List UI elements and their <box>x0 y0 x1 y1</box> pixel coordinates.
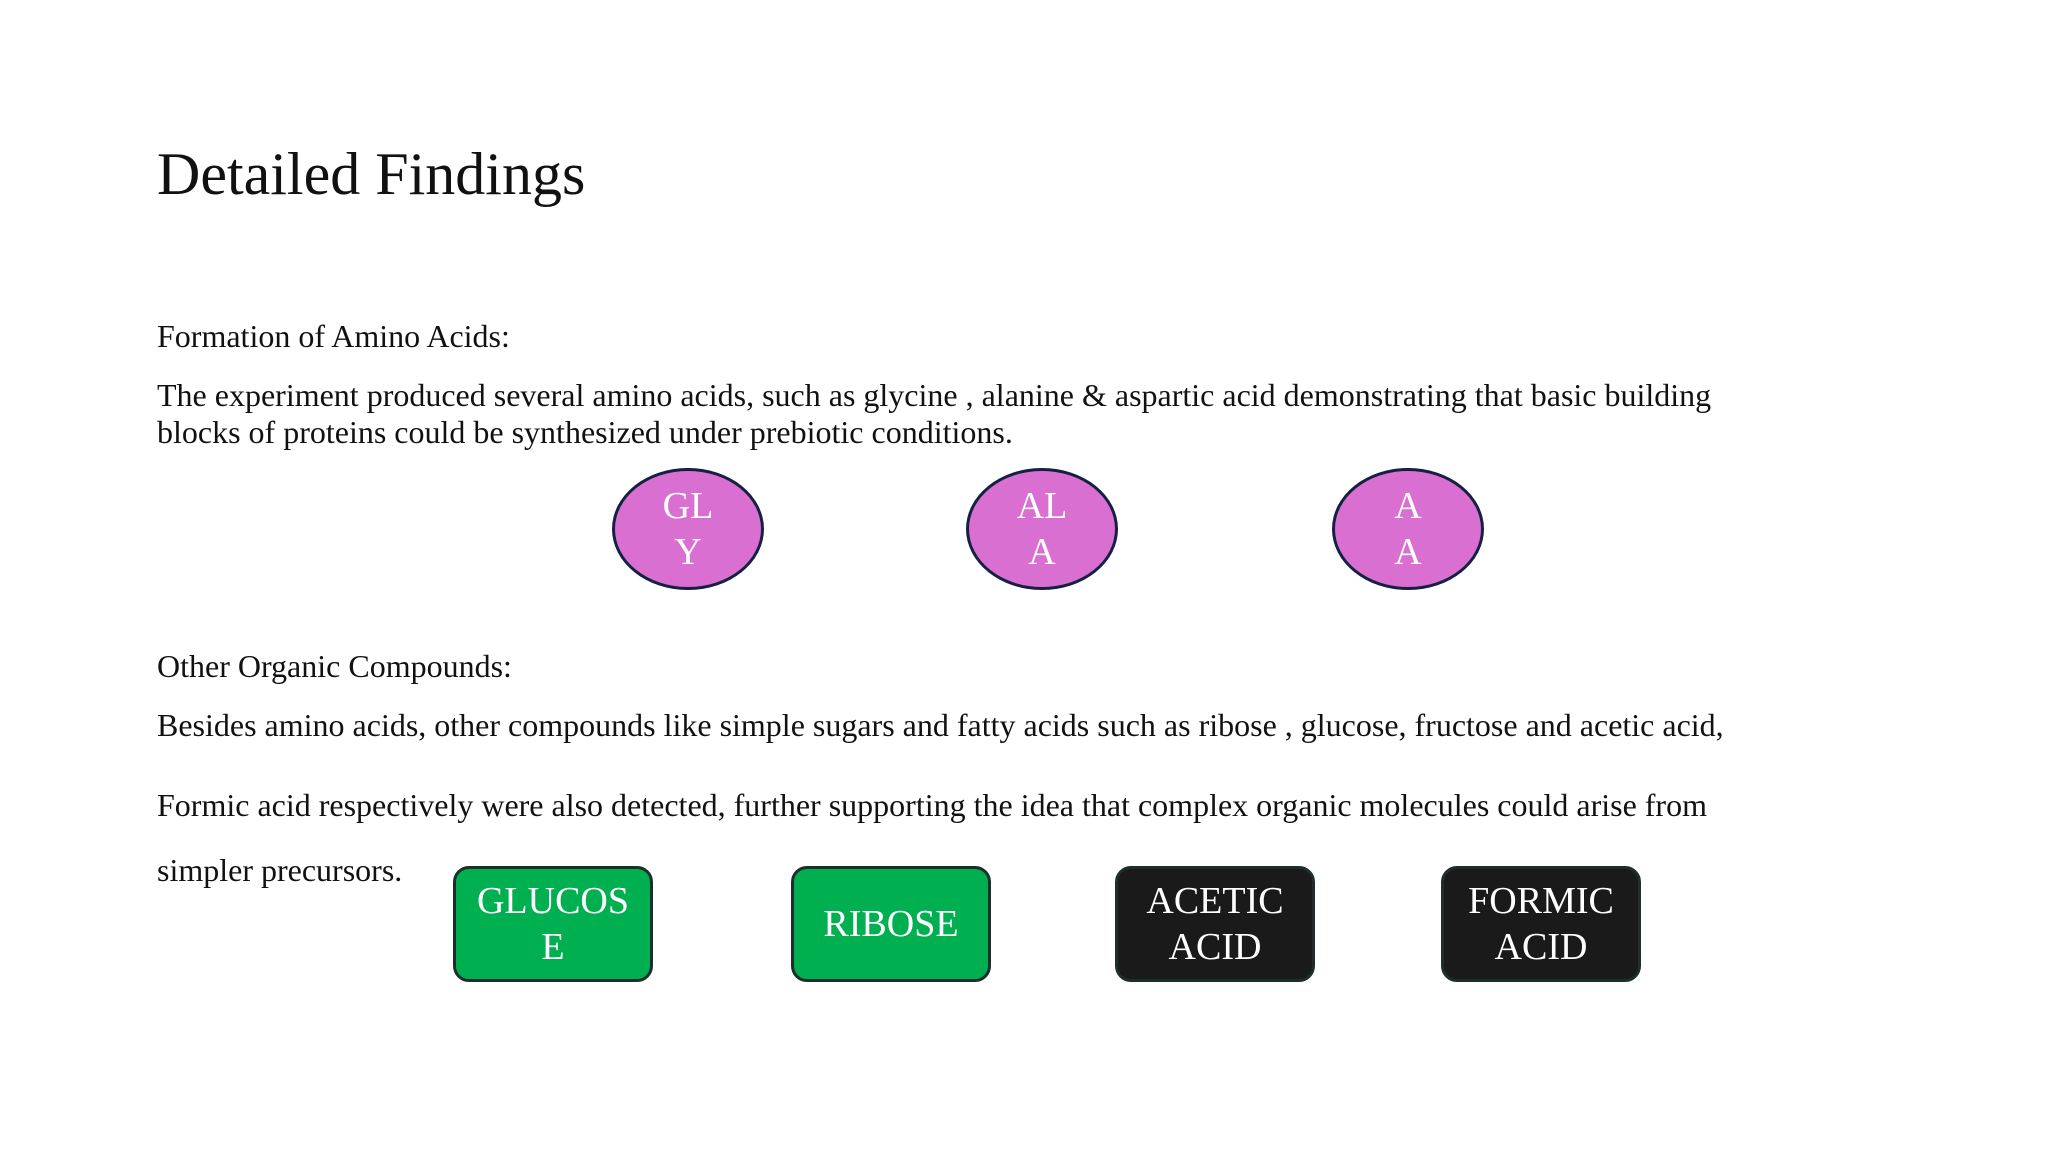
organic-compounds-body-line-1: Besides amino acids, other compounds like simple sugars and fatty acids such as ribose , glucose, fructose and acetic acid, <box>157 707 1724 743</box>
amino-acids-body-line-2: blocks of proteins could be synthesized under prebiotic conditions. <box>157 414 1013 450</box>
amino-acid-ellipse-ala: AL A <box>966 468 1118 590</box>
amino-acids-heading: Formation of Amino Acids: <box>157 318 510 354</box>
organic-compounds-heading: Other Organic Compounds: <box>157 648 512 684</box>
amino-acid-ellipse-aa: A A <box>1332 468 1484 590</box>
compound-box-ribose: RIBOSE <box>791 866 991 982</box>
amino-acid-ellipse-gly: GL Y <box>612 468 764 590</box>
organic-compounds-body-line-2: Formic acid respectively were also detected, further supporting the idea that complex organic molecules could arise from <box>157 787 1707 823</box>
compound-box-acetic-acid: ACETIC ACID <box>1115 866 1315 982</box>
compound-box-formic-acid: FORMIC ACID <box>1441 866 1641 982</box>
amino-acids-body-line-1: The experiment produced several amino acids, such as glycine , alanine & aspartic acid demonstrating that basic building <box>157 377 1712 413</box>
slide-title: Detailed Findings <box>157 141 586 207</box>
compound-box-glucose: GLUCOS E <box>453 866 653 982</box>
organic-compounds-body-line-3: simpler precursors. <box>157 852 403 888</box>
